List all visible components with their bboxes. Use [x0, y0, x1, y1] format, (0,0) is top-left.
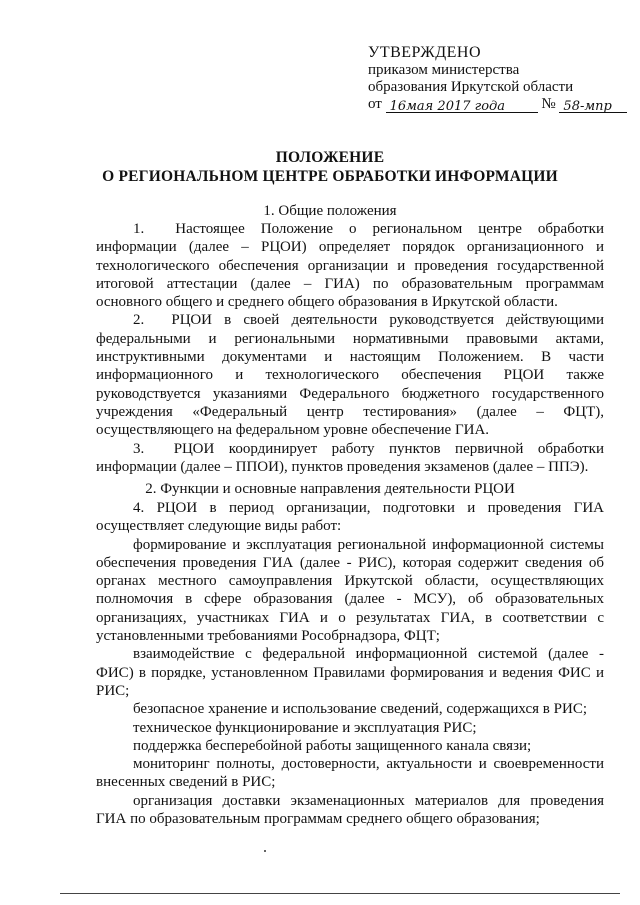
list-item: поддержка бесперебойной работы защищенного канала связи;: [133, 737, 532, 754]
approval-stamp: [368, 44, 636, 114]
section-1-heading: 1. Общие положения: [263, 203, 397, 219]
scan-speck: [264, 850, 266, 852]
list-item: безопасное хранение и использование сведений, содержащихся в РИС;: [133, 701, 587, 718]
approval-line-2: образования Иркутской области: [368, 79, 574, 95]
paragraph: 4. РЦОИ в период организации, подготовки и проведения ГИА осуществляет следующие виды работ:: [96, 500, 604, 535]
section-1-body: [96, 220, 604, 476]
list-item: организация доставки экзаменационных материалов для проведения ГИА по образовательным программам среднего общего образования;: [96, 792, 604, 828]
document-title: ПОЛОЖЕНИЕ: [275, 149, 385, 166]
from-label: от: [368, 96, 382, 112]
paragraph: 2. РЦОИ в своей деятельности руководствуется действующими федеральными и региональными нормативными правовыми актами, инструктивными документами и настоящим Положением. В части информационного и технологического обеспечения РЦОИ также руководствуется указаниями Федерального бюджетного государственного учреждения «Федеральный центр тестирования» (далее – ФЦТ), осуществляющего на федеральном уровне обеспечение ГИА.: [96, 312, 604, 439]
approval-line-1: приказом министерства: [368, 62, 520, 78]
handwritten-date: 16мая 2017 года: [389, 99, 506, 114]
list-item: формирование и эксплуатация региональной информационной системы обеспечения проведения ГИА (далее - РИС), которая содержит сведения об органах местного самоуправления Иркутской области, осуществляющих полномочия в сфере образования (далее - МСУ), об образовательных организациях, участниках ГИА и о результатах ГИА, в соответствии с установленными требованиями Рособрнадзора, ФЦТ;: [96, 536, 604, 645]
list-item: техническое функционирование и эксплуатация РИС;: [133, 719, 477, 736]
list-item: мониторинг полноты, достоверности, актуальности и своевременности внесенных сведений в РИС;: [96, 756, 604, 791]
number-label: №: [541, 96, 556, 112]
handwritten-number: 58-мпр: [563, 99, 612, 114]
date-field: [386, 95, 538, 113]
page-bottom-edge: [60, 893, 620, 894]
number-field: [559, 95, 627, 113]
section-2-heading: 2. Функции и основные направления деятельности РЦОИ: [145, 481, 515, 497]
approval-title: УТВЕРЖДЕНО: [368, 44, 482, 61]
paragraph: 3. РЦОИ координирует работу пунктов первичной обработки информации (далее – ППОИ), пунктов проведения экзаменов (далее – ППЭ).: [96, 440, 604, 475]
list-item: взаимодействие с федеральной информационной системой (далее - ФИС) в порядке, установленном Правилами формирования и ведения ФИС и РИС;: [96, 646, 604, 699]
approval-date-line: [368, 96, 636, 114]
paragraph: 1. Настоящее Положение о региональном центре обработки информации (далее – РЦОИ) определяет порядок организационного и технологического обеспечения организации и проведения государственной итоговой аттестации (далее – ГИА) по образовательным программам основного общего и среднего общего образования в Иркутской области.: [96, 221, 604, 311]
section-2-body: [96, 499, 604, 828]
document-subtitle: О РЕГИОНАЛЬНОМ ЦЕНТРЕ ОБРАБОТКИ ИНФОРМАЦИИ: [102, 168, 558, 185]
